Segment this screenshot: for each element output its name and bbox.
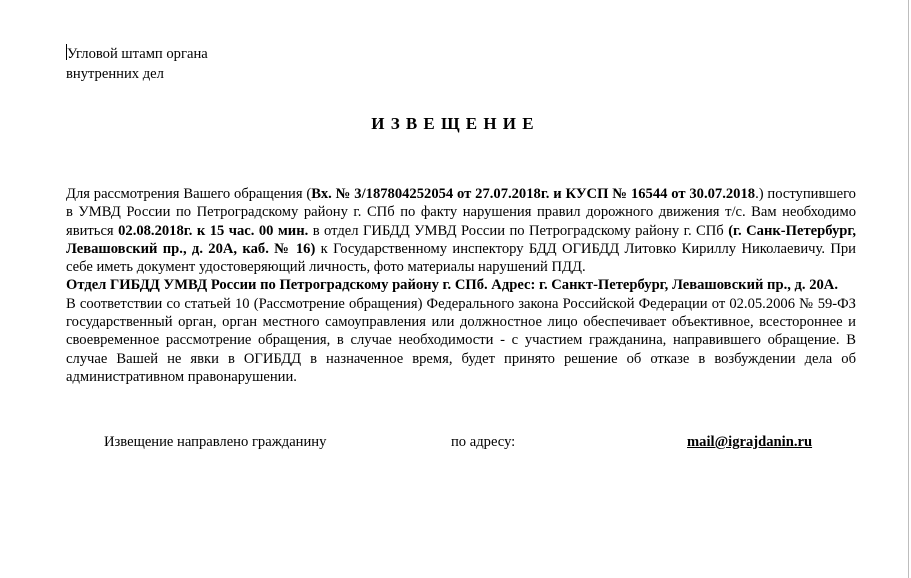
appointment-address: (г. Санк-Петербург, Левашовский пр., д. 20А, каб. № 16) [66,222,857,257]
email-link[interactable]: mail@igrajdanin.ru [687,434,813,450]
paragraph-legal-basis: В соответствии со статьей 10 (Рассмотрение обращения) Федерального закона Российской Федерации от 02.05.2006 № 59-ФЗ государственный орган, орган местного самоуправления или должностное лицо обеспечивает объективное, всестороннее и своевременное рассмотрение обращения, в случае необходимости - с участием гражданина, направившего обращение. В случае Вашей не явки в ОГИБДД в назначенное время, будет принято решение об отказе в возбуждении дела об административном правонарушении. [66,295,856,385]
paragraph-appointment: Для рассмотрения Вашего обращения (Вх. № 3/187804252054 от 27.07.2018г. и КУСП № 16544 от 30.07.2018.) поступившего в УМВД России по Петроградскому району г. СПб по факту нарушения правил дорожного движения т/с. Вам необходимо явиться 02.08.2018г. к 15 час. 00 мин. в отдел ГИБДД УМВД России по Петроградскому району г. СПб (г. Санк-Петербург, Левашовский пр., д. 20А, каб. № 16) к Государственному инспектору БДД ОГИБДД Литовко Кириллу Николаевичу. При себе иметь документ удостоверяющий личность, фото материалы нарушений ПДД. [66,186,857,276]
sent-to-label: Извещение направлено гражданину [104,434,327,450]
paragraph-department-address: Отдел ГИБДД УМВД России по Петроградскому району г. СПб. Адрес: г. Санкт-Петербург, Левашовский пр., д. 20А. [66,277,838,294]
stamp-line-2: внутренних дел [66,66,164,82]
stamp-line-1: Угловой штамп органа [67,46,208,62]
page-border [908,0,909,578]
corner-stamp [66,44,208,84]
appointment-datetime: 02.08.2018г. к 15 час. 00 мин. [118,222,309,239]
appeal-reference: Вх. № 3/187804252054 от 27.07.2018г. и КУСП № 16544 от 30.07.2018 [311,186,756,202]
document-title: ИЗВЕЩЕНИЕ [371,114,540,133]
address-label: по адресу: [451,434,516,450]
footer-line [0,432,911,452]
document-body [66,185,856,386]
